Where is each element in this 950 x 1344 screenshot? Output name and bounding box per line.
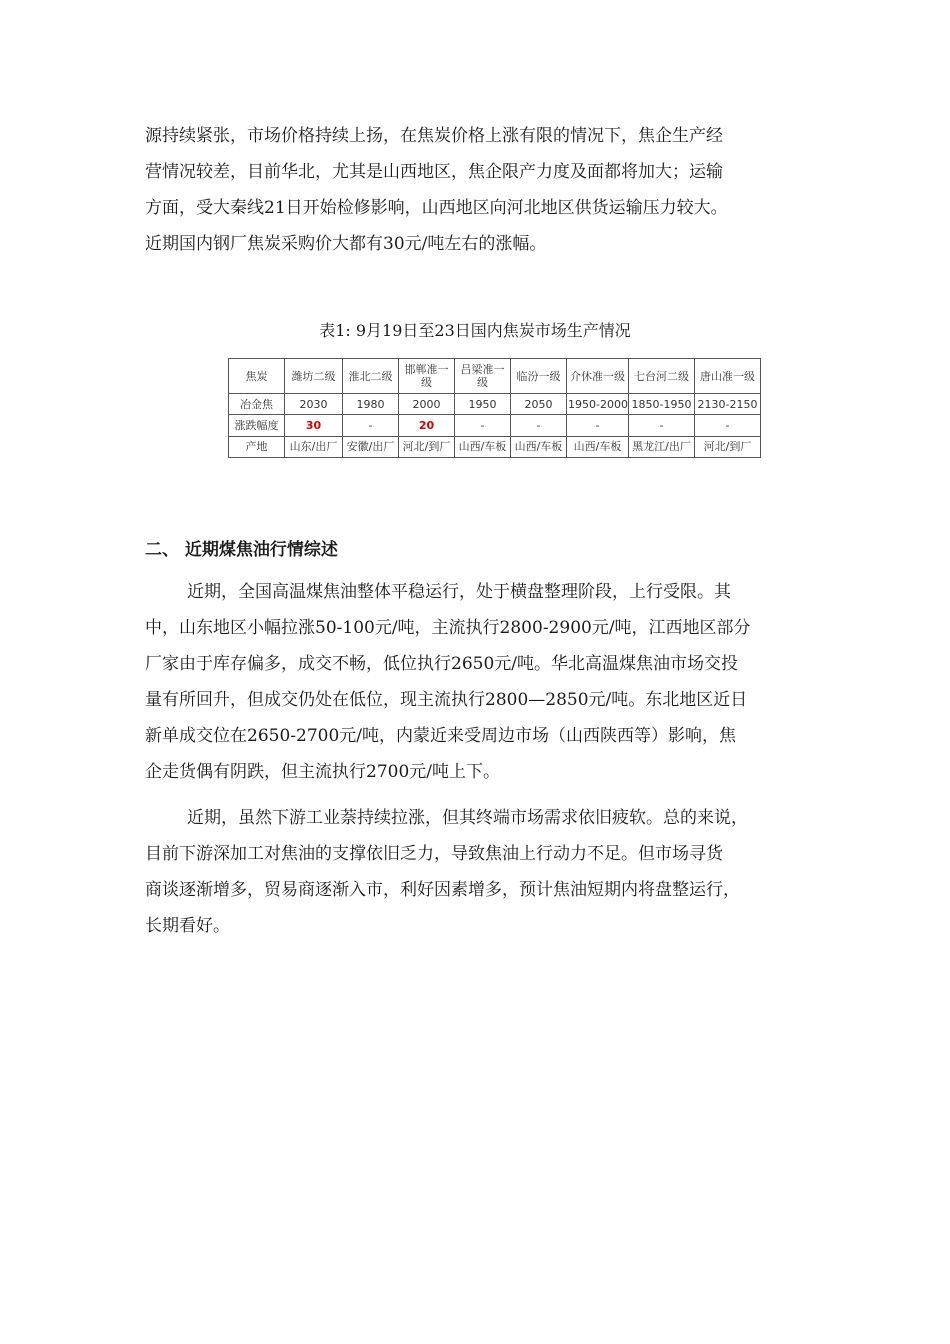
intro-paragraph [145, 118, 805, 262]
intro-line: 源持续紧张，市场价格持续上扬，在焦炭价格上涨有限的情况下，焦企生产经 [145, 126, 723, 146]
table-row [229, 415, 761, 436]
table-cell: 山东/出厂 [285, 436, 343, 457]
intro-line: 近期国内钢厂焦炭采购价大都有30元/吨左右的涨幅。 [145, 234, 547, 254]
table-cell: 1850-1950 [629, 394, 695, 415]
table-header-cell: 唐山准一级 [695, 359, 761, 394]
table-cell: 安徽/出厂 [343, 436, 399, 457]
table-cell: 黑龙江/出厂 [629, 436, 695, 457]
table-header-cell: 邯郸准一级 [399, 359, 455, 394]
table-cell-highlight: 30 [285, 415, 343, 436]
paragraph-line: 长期看好。 [145, 916, 230, 936]
table-header-cell: 介休准一级 [567, 359, 629, 394]
table-cell: 1980 [343, 394, 399, 415]
table-cell: - [511, 415, 567, 436]
paragraph-line: 新单成交位在2650-2700元/吨，内蒙近来受周边市场（山西陕西等）影响，焦 [145, 726, 736, 746]
table-cell: 2130-2150 [695, 394, 761, 415]
table-header-cell: 淮北二级 [343, 359, 399, 394]
table-cell: 冶金焦 [229, 394, 285, 415]
table-header-cell: 临汾一级 [511, 359, 567, 394]
table-header-cell: 七台河二级 [629, 359, 695, 394]
table-cell: 山西/车板 [455, 436, 511, 457]
table-cell: 河北/到厂 [399, 436, 455, 457]
table-row [229, 394, 761, 415]
paragraph-line: 目前下游深加工对焦油的支撑依旧乏力，导致焦油上行动力不足。但市场寻货 [145, 844, 723, 864]
table-caption: 表1: 9月19日至23日国内焦炭市场生产情况 [319, 321, 631, 340]
paragraph-line: 近期，虽然下游工业萘持续拉涨，但其终端市场需求依旧疲软。总的来说， [187, 808, 748, 828]
table-cell: 1950 [455, 394, 511, 415]
table-header-cell: 焦炭 [229, 359, 285, 394]
paragraph-line: 厂家由于库存偏多，成交不畅，低位执行2650元/吨。华北高温煤焦油市场交投 [145, 654, 738, 674]
paragraph-line: 量有所回升，但成交仍处在低位，现主流执行2800—2850元/吨。东北地区近日 [145, 690, 748, 710]
table-cell: 山西/车板 [511, 436, 567, 457]
table-cell: 涨跌幅度 [229, 415, 285, 436]
table-cell: 1950-2000 [567, 394, 629, 415]
table-cell: 河北/到厂 [695, 436, 761, 457]
table-cell: - [567, 415, 629, 436]
paragraph-line: 商谈逐渐增多，贸易商逐渐入市，利好因素增多，预计焦油短期内将盘整运行， [145, 880, 740, 900]
table-cell: - [455, 415, 511, 436]
table-cell: - [343, 415, 399, 436]
coke-market-table [228, 358, 760, 458]
table-cell: 2000 [399, 394, 455, 415]
section-paragraph [145, 800, 805, 944]
table-header-row [229, 359, 761, 394]
paragraph-line: 企走货偶有阴跌，但主流执行2700元/吨上下。 [145, 762, 500, 782]
table-header-cell: 吕梁准一级 [455, 359, 511, 394]
table-cell: - [629, 415, 695, 436]
section-paragraph [145, 574, 805, 790]
paragraph-line: 近期，全国高温煤焦油整体平稳运行，处于横盘整理阶段，上行受限。其 [187, 582, 731, 602]
table-cell: 2050 [511, 394, 567, 415]
table-row [229, 436, 761, 457]
paragraph-line: 中，山东地区小幅拉涨50-100元/吨，主流执行2800-2900元/吨，江西地区部分 [145, 618, 751, 638]
table-cell-highlight: 20 [399, 415, 455, 436]
intro-line: 营情况较差，目前华北，尤其是山西地区，焦企限产力度及面都将加大；运输 [145, 162, 723, 182]
table-header-cell: 潍坊二级 [285, 359, 343, 394]
table-cell: 2030 [285, 394, 343, 415]
intro-line: 方面，受大秦线21日开始检修影响，山西地区向河北地区供货运输压力较大。 [145, 198, 728, 218]
table-cell: 产地 [229, 436, 285, 457]
table-cell: 山西/车板 [567, 436, 629, 457]
table-cell: - [695, 415, 761, 436]
section-heading: 二、 近期煤焦油行情综述 [145, 540, 338, 560]
